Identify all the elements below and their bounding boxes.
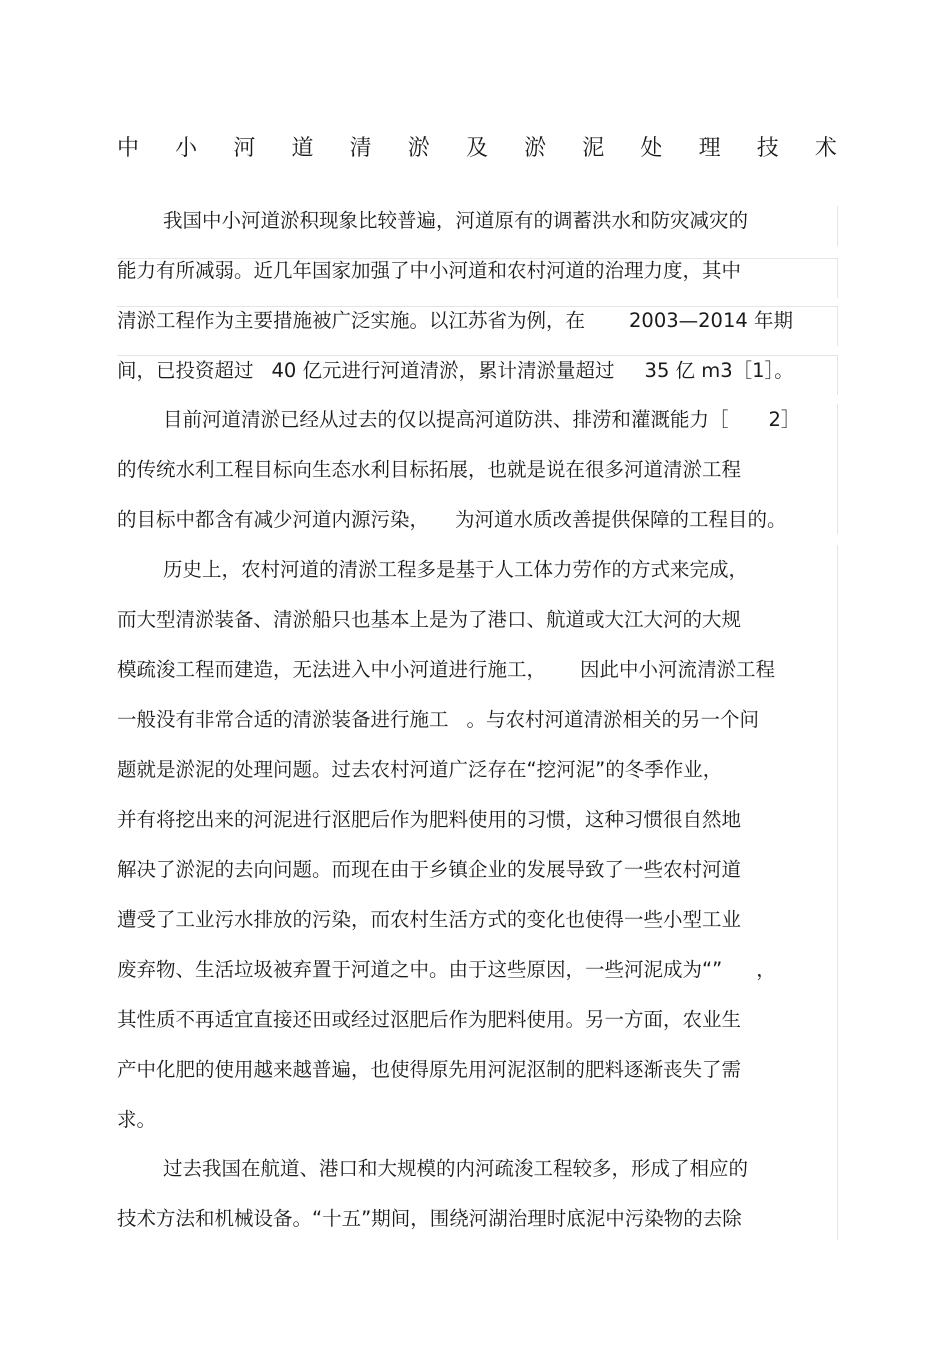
text-line bbox=[117, 706, 759, 734]
text-segment: 。与农村河道清淤相关的另一个问 bbox=[466, 708, 760, 731]
scan-artifact-line bbox=[837, 306, 838, 346]
text-segment: 而大型清淤装备、清淤船只也基本上是为了港口、航道或大江大河的大规 bbox=[117, 608, 742, 631]
text-line bbox=[117, 1205, 742, 1233]
text-segment: 一般没有非常合适的清淤装备进行施工 bbox=[117, 708, 449, 731]
title-char: 道 bbox=[291, 136, 314, 161]
text-segment: 过去我国在航道、港口和大规模的内河疏浚工程较多，形成了相应的 bbox=[163, 1157, 749, 1180]
scan-artifact-rule bbox=[117, 355, 837, 356]
text-segment: 因此中小河流清淤工程 bbox=[580, 658, 776, 681]
text-segment: 2003—2014 年期 bbox=[629, 309, 793, 332]
text-segment: 间，已投资超过 bbox=[117, 359, 254, 382]
text-segment: 35 亿 m3［1］。 bbox=[644, 359, 794, 382]
text-segment: 40 亿元进行河道清淤，累计清淤量超过 bbox=[271, 359, 615, 382]
text-segment: 产中化肥的使用越来越普遍，也使得原先用河泥沤制的肥料逐渐丧失了需 bbox=[117, 1058, 742, 1081]
text-segment: 为河道水质改善提供保障的工程目的。 bbox=[455, 508, 787, 531]
text-line bbox=[117, 856, 741, 884]
text-segment: 遭受了工业污水排放的污染，而农村生活方式的变化也使得一些小型工业 bbox=[117, 908, 742, 931]
scan-artifact-line bbox=[837, 355, 838, 395]
text-segment: 目前河道清淤已经从过去的仅以提高河道防洪、排涝和灌溉能力［ bbox=[163, 408, 729, 431]
title-char: 技 bbox=[756, 136, 779, 161]
title-char: 术 bbox=[814, 136, 837, 161]
text-line bbox=[117, 656, 775, 684]
text-segment: 题就是淤泥的处理问题。过去农村河道广泛存在“挖河泥”的冬季作业， bbox=[117, 758, 723, 781]
text-line bbox=[117, 257, 741, 285]
text-line bbox=[117, 1006, 741, 1034]
text-segment: 的目标中都含有减少河道内源污染， bbox=[117, 508, 430, 531]
text-line bbox=[117, 1106, 156, 1134]
text-segment: 能力有所减弱。近几年国家加强了中小河道和农村河道的治理力度，其中 bbox=[117, 259, 742, 282]
scan-artifact-line bbox=[837, 206, 838, 246]
text-segment: 模疏浚工程而建造，无法进入中小河道进行施工， bbox=[117, 658, 547, 681]
text-line bbox=[163, 406, 800, 434]
text-line bbox=[163, 207, 748, 235]
text-line bbox=[117, 1056, 741, 1084]
text-line bbox=[117, 606, 741, 634]
text-segment: 废弃物、生活垃圾被弃置于河道之中。由于这些原因，一些河泥成为“” bbox=[117, 958, 723, 981]
text-segment: 我国中小河道淤积现象比较普遍，河道原有的调蓄洪水和防灾减灾的 bbox=[163, 209, 749, 232]
title-char: 淤 bbox=[524, 136, 547, 161]
text-line bbox=[117, 806, 741, 834]
text-line bbox=[117, 756, 722, 784]
scan-artifact-line bbox=[837, 258, 838, 298]
text-segment: 的传统水利工程目标向生态水利目标拓展，也就是说在很多河道清淤工程 bbox=[117, 458, 742, 481]
scan-artifact-line bbox=[837, 545, 838, 1240]
title-char: 中 bbox=[117, 136, 140, 161]
title-char: 泥 bbox=[582, 136, 605, 161]
text-line bbox=[117, 906, 741, 934]
text-segment: 解决了淤泥的去向问题。而现在由于乡镇企业的发展导致了一些农村河道 bbox=[117, 858, 742, 881]
title-char: 清 bbox=[349, 136, 372, 161]
text-line bbox=[163, 1155, 748, 1183]
text-line bbox=[117, 307, 793, 335]
title-char: 理 bbox=[698, 136, 721, 161]
text-segment: ， bbox=[756, 958, 776, 981]
text-line bbox=[117, 456, 741, 484]
title-char: 小 bbox=[175, 136, 198, 161]
text-segment: 求。 bbox=[117, 1108, 157, 1131]
title-char: 淤 bbox=[407, 136, 430, 161]
text-segment: 清淤工程作为主要措施被广泛实施。以江苏省为例，在 bbox=[117, 309, 586, 332]
document-title bbox=[117, 134, 837, 164]
text-segment: 其性质不再适宜直接还田或经过沤肥后作为肥料使用。另一方面，农业生 bbox=[117, 1008, 742, 1031]
text-line bbox=[117, 506, 787, 534]
title-char: 及 bbox=[465, 136, 488, 161]
title-char: 河 bbox=[233, 136, 256, 161]
text-segment: 技术方法和机械设备。“十五”期间，围绕河湖治理时底泥中污染物的去除 bbox=[117, 1207, 742, 1230]
text-line bbox=[117, 956, 776, 984]
scan-artifact-line bbox=[837, 404, 838, 534]
text-line bbox=[163, 556, 748, 584]
text-line bbox=[117, 357, 794, 385]
text-segment: 历史上，农村河道的清淤工程多是基于人工体力劳作的方式来完成， bbox=[163, 558, 749, 581]
text-segment: 2］ bbox=[768, 408, 801, 431]
text-segment: 并有将挖出来的河泥进行沤肥后作为肥料使用的习惯，这种习惯很自然地 bbox=[117, 808, 742, 831]
title-char: 处 bbox=[640, 136, 663, 161]
